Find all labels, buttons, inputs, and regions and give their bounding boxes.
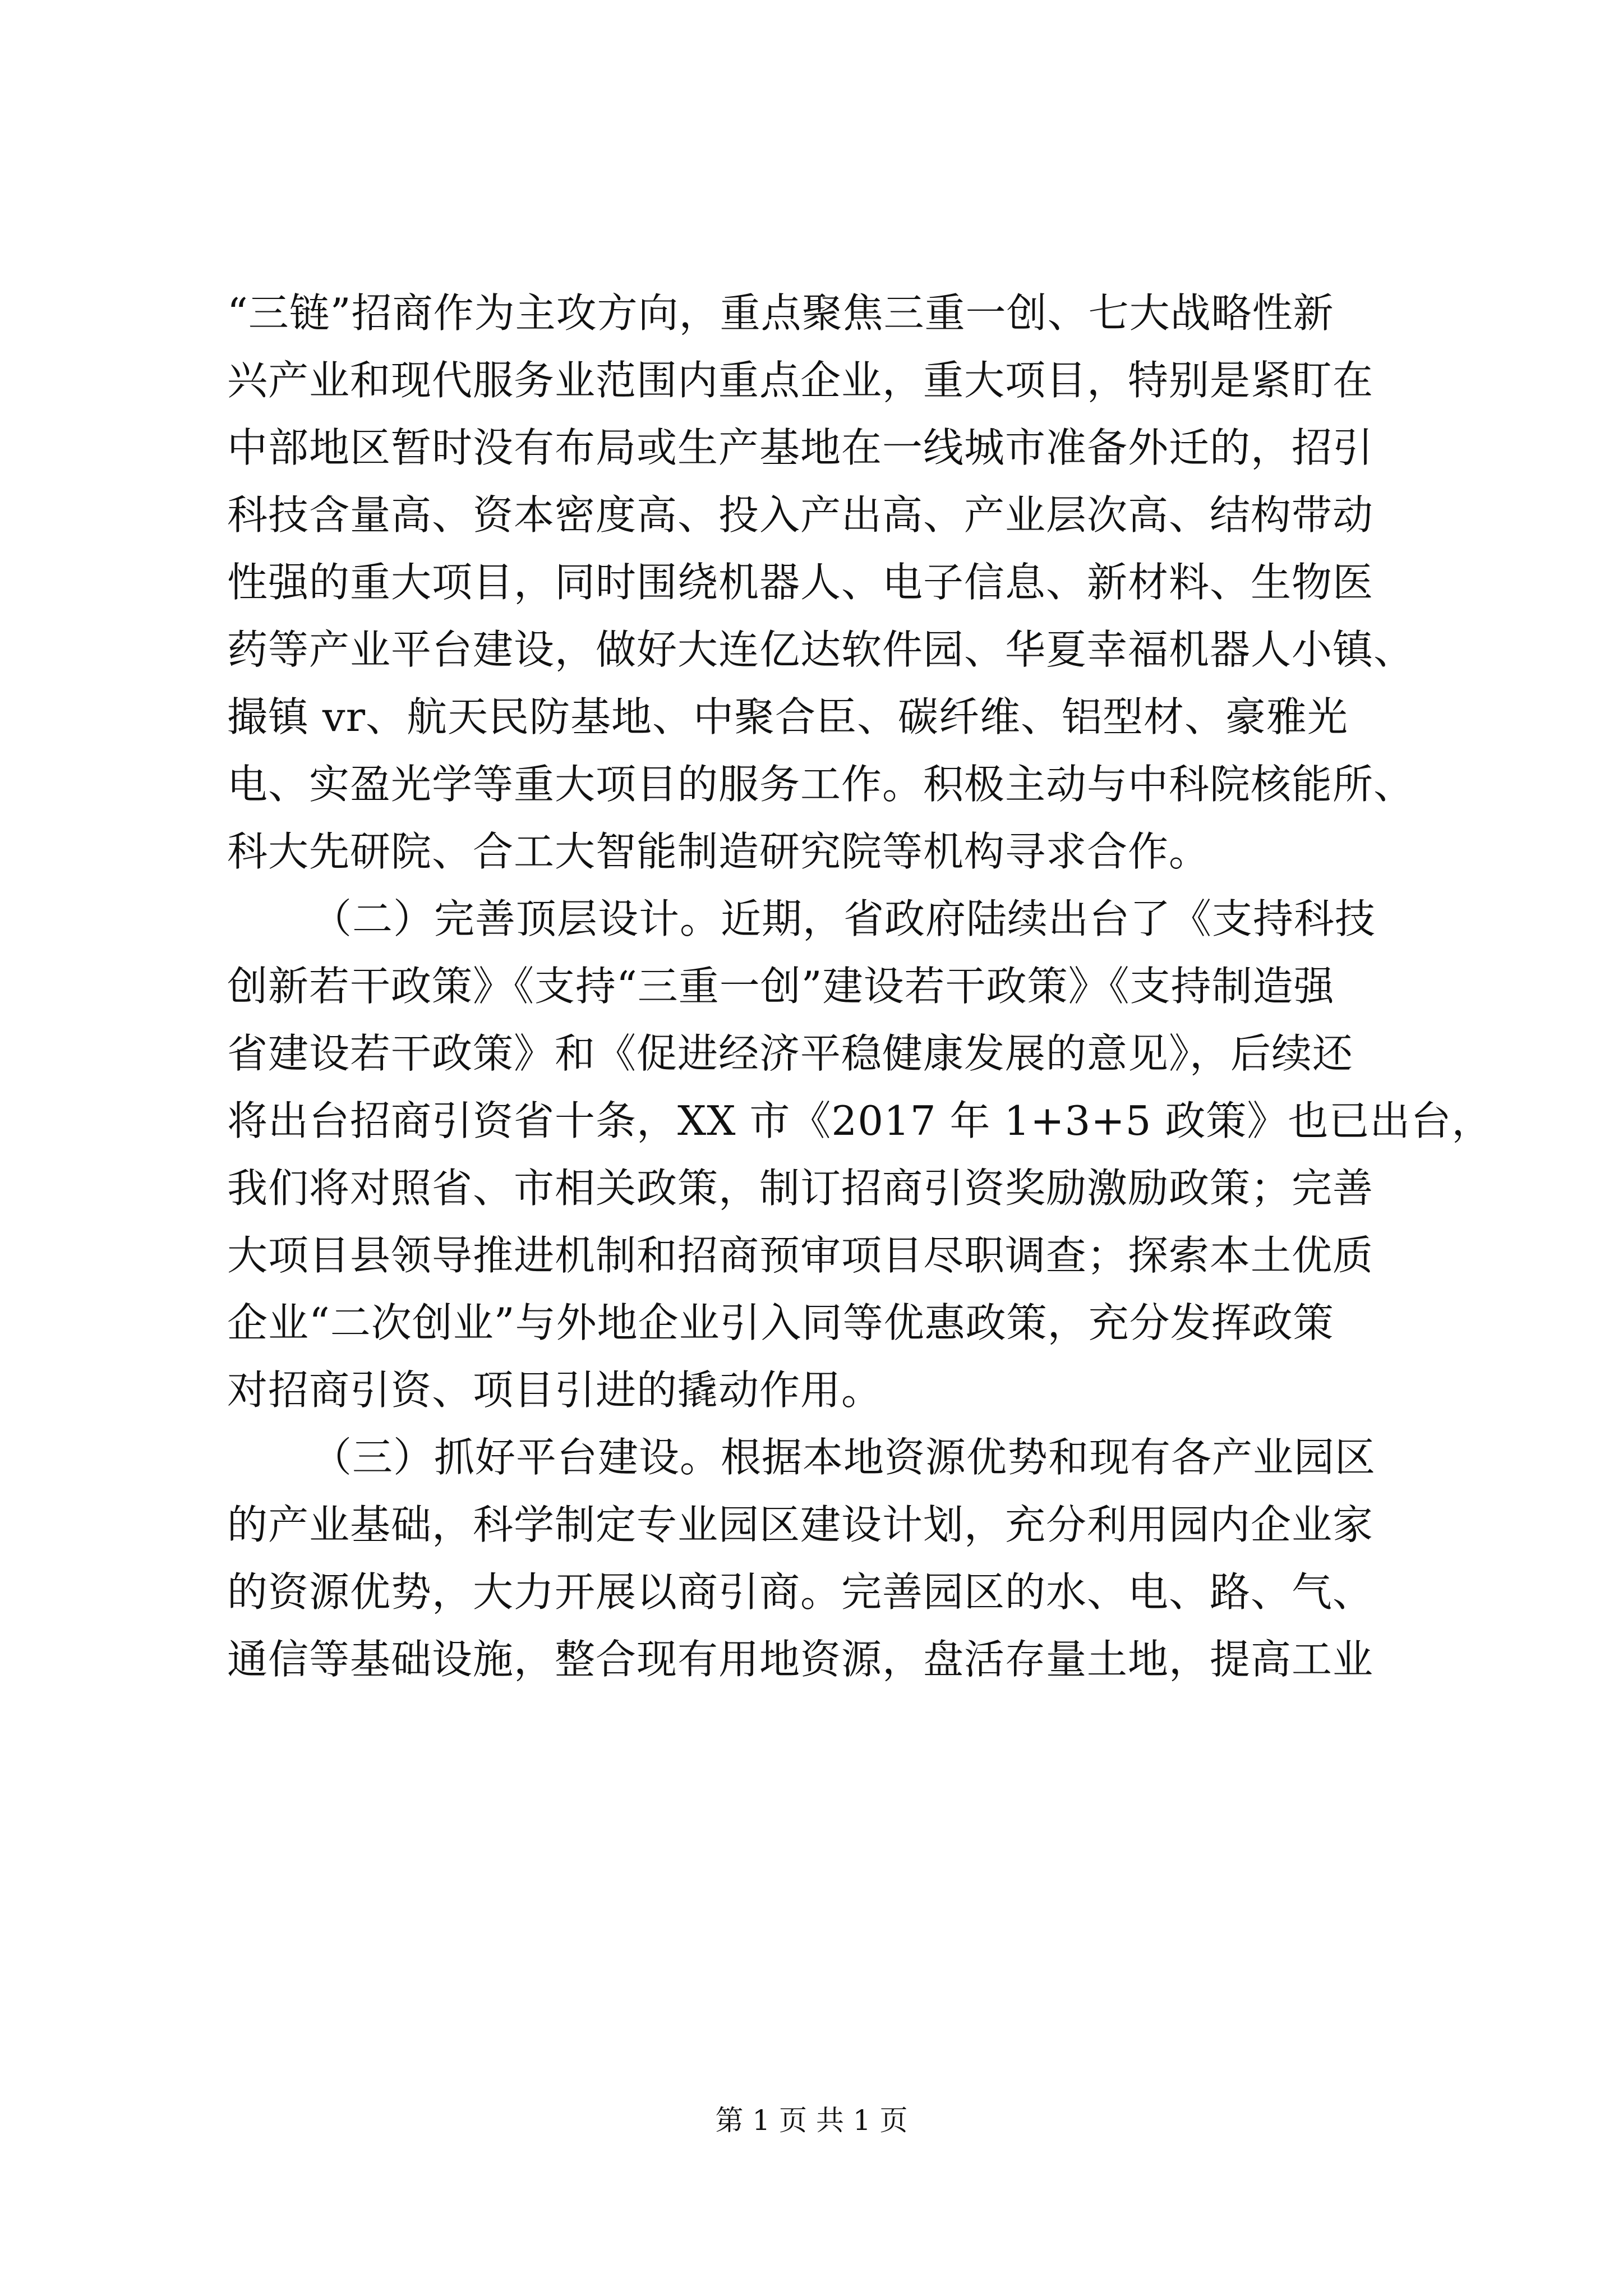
text-line: 电、实盈光学等重大项目的服务工作。积极主动与中科院核能所、 <box>227 761 1415 808</box>
text-line: 将出台招商引资省十条，XX 市《2017 年 1+3+5 政策》也已出台， <box>227 1097 1493 1144</box>
text-line: 科技含量高、资本密度高、投入产出高、产业层次高、结构带动 <box>227 491 1374 539</box>
text-line: 通信等基础设施，整合现有用地资源，盘活存量土地，提高工业 <box>227 1636 1374 1683</box>
section-heading-line: （二）完善顶层设计。近期，省政府陆续出台了《支持科技 <box>311 895 1376 942</box>
text-line: 科大先研院、合工大智能制造研究院等机构寻求合作。 <box>227 828 1210 875</box>
text-line: 省建设若干政策》和《促进经济平稳健康发展的意见》，后续还 <box>227 1030 1354 1077</box>
text-line: 的产业基础，科学制定专业园区建设计划，充分利用园内企业家 <box>227 1501 1374 1548</box>
text-line: 性强的重大项目，同时围绕机器人、电子信息、新材料、生物医 <box>227 559 1374 606</box>
text-line: 药等产业平台建设，做好大连亿达软件园、华夏幸福机器人小镇、 <box>227 626 1415 673</box>
text-line: 对招商引资、项目引进的撬动作用。 <box>227 1366 883 1414</box>
section-heading-line: （三）抓好平台建设。根据本地资源优势和现有各产业园区 <box>311 1434 1376 1481</box>
text-line: 的资源优势，大力开展以商引商。完善园区的水、电、路、气、 <box>227 1568 1374 1616</box>
document-body <box>227 279 1493 1693</box>
text-line: 大项目县领导推进机制和招商预审项目尽职调查；探索本土优质 <box>227 1232 1374 1279</box>
text-line: 我们将对照省、市相关政策，制订招商引资奖励激励政策；完善 <box>227 1165 1374 1212</box>
text-line: “三链”招商作为主攻方向，重点聚焦三重一创、七大战略性新 <box>227 289 1334 337</box>
text-line: 兴产业和现代服务业范围内重点企业，重大项目，特别是紧盯在 <box>227 357 1374 404</box>
text-line: 企业“二次创业”与外地企业引入同等优惠政策，充分发挥政策 <box>227 1299 1334 1346</box>
text-line: 撮镇 vr、航天民防基地、中聚合臣、碳纤维、铝型材、豪雅光 <box>227 693 1348 740</box>
text-line: 创新若干政策》《支持“三重一创”建设若干政策》《支持制造强 <box>227 963 1335 1010</box>
page-number-footer: 第 1 页 共 1 页 <box>715 2104 908 2137</box>
text-line: 中部地区暂时没有布局或生产基地在一线城市准备外迁的，招引 <box>227 424 1374 471</box>
